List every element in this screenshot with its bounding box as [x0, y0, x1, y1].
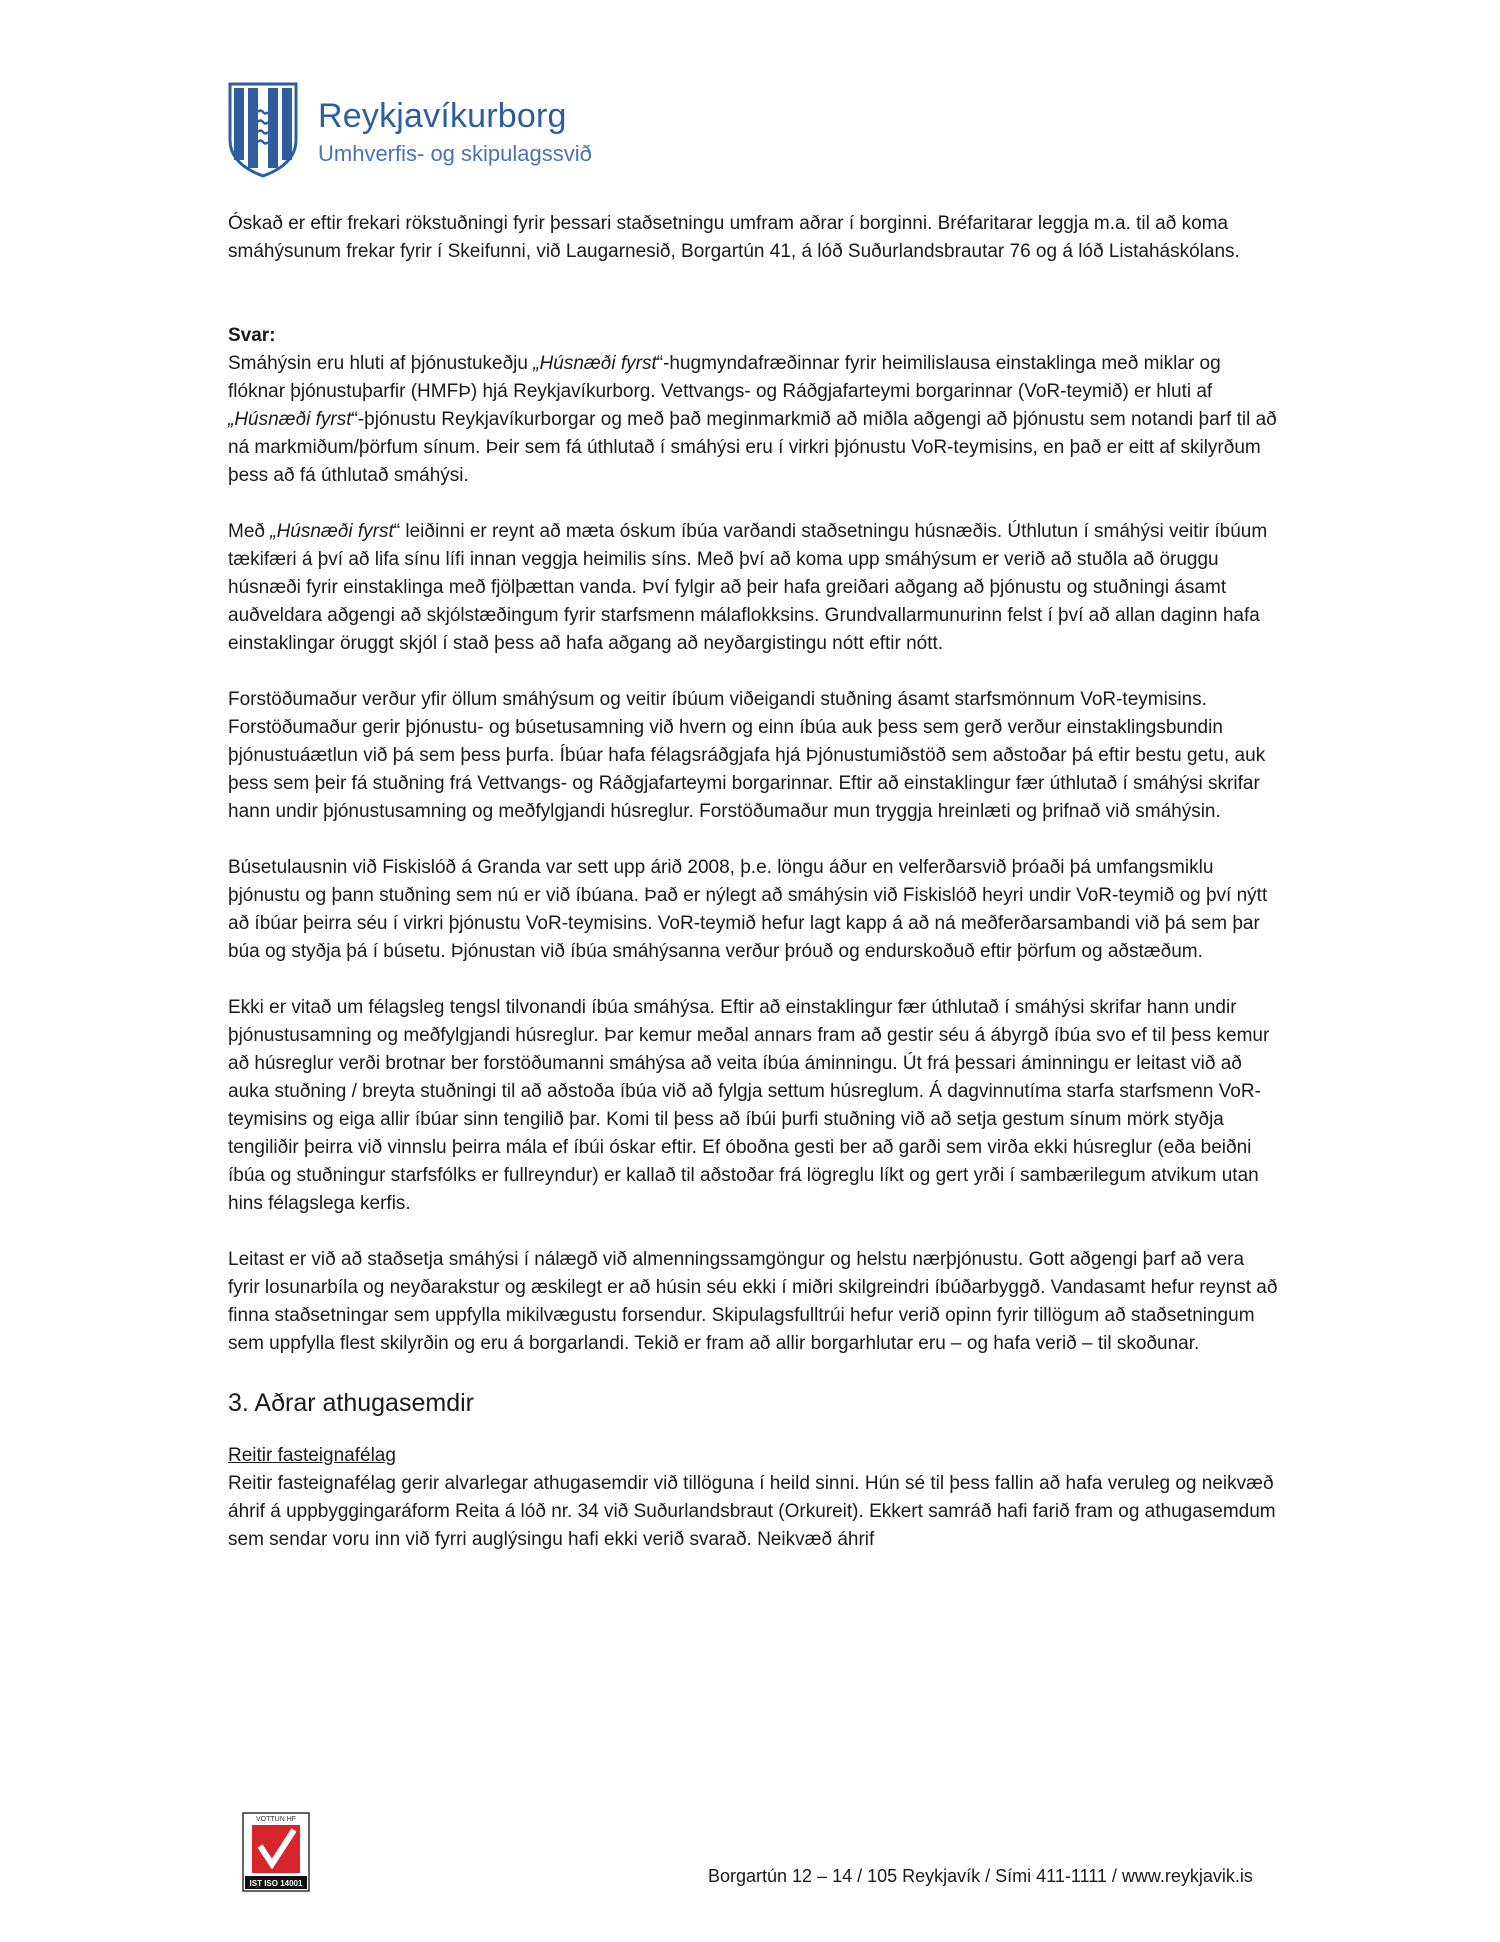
footer-address: Borgartún 12 – 14 / 105 Reykjavík / Sími 411-1111 / www.reykjavik.is [708, 1866, 1253, 1886]
subsection-label: Reitir fasteignafélag [228, 1445, 396, 1466]
organization-department: Umhverfis- og skipulagssvið [318, 141, 592, 166]
answer-paragraph-3: Forstöðumaður verður yfir öllum smáhýsum og veitir íbúum viðeigandi stuðning ásamt starfsmönnum VoR-teymisins. Forstöðumaður gerir þjónustu- og búsetusamning við hvern og einn íbúa auk þess sem gerð verður einstaklingsbundin þjónustuáætlun við þá sem þess þurfa. Íbúar hafa félagsráðgjafa hjá Þjónustumiðstöð sem aðstoðar þá eftir bestu getu, auk þess sem þeir fá stuðning frá Vettvangs- og Ráðgjafarteymi borgarinnar. Eftir að einstaklingur fær úthlutað í smáhýsi skrifar hann undir þjónustusamning og meðfylgjandi húsreglur. Forstöðumaður mun tryggja hreinlæti og þrifnað við smáhýsin. [228, 689, 1266, 822]
answer-paragraph-6: Leitast er við að staðsetja smáhýsi í nálægð við almenningssamgöngur og helstu nærþjónustu. Gott aðgengi þarf að vera fyrir losunarbíla og neyðarakstur og æskilegt er að húsin séu ekki í miðri skilgreindri íbúðarbyggð. Vandasamt hefur reynst að finna staðsetningar sem uppfylla mikilvægustu forsendur. Skipulagsfulltrúi hefur verið opinn fyrir tillögum að staðsetningum sem uppfylla flest skilyrðin og eru á borgarlandi. Tekið er fram að allir borgarhlutar eru – og hafa verið – til skoðunar. [228, 1249, 1278, 1354]
answer-paragraph-4: Búsetulausnin við Fiskislóð á Granda var sett upp árið 2008, þ.e. löngu áður en velferðarsvið þróaði þá umfangsmiklu þjónustu og þann stuðning sem nú er við íbúana. Það er nýlegt að smáhýsin við Fiskislóð heyri undir VoR-teymið og því nýtt að íbúar þeirra séu í virkri þjónustu VoR-teymisins. VoR-teymið hefur lagt kapp á að ná meðferðarsambandi við þá sem þar búa og styðja þá í búsetu. Þjónustan við íbúa smáhýsanna verður þróuð og endurskoðuð eftir þörfum og aðstæðum. [228, 857, 1268, 962]
reykjavik-coat-of-arms-logo [228, 82, 298, 178]
organization-header [318, 96, 592, 168]
iso-badge-top-text: VOTTUN HF [255, 1816, 297, 1823]
iso-badge-bottom-text: IST ISO 14001 [249, 1879, 303, 1888]
document-body [228, 210, 1278, 1554]
answer-label: Svar: [228, 325, 276, 346]
answer-paragraph-2: Með „Húsnæði fyrst“ leiðinni er reynt að mæta óskum íbúa varðandi staðsetningu húsnæðis. Úthlutun í smáhýsi veitir íbúum tækifæri á því að lifa sínu lífi innan veggja heimilis síns. Með því að koma upp smáhýsum er verið að stuðla að öruggu húsnæði fyrir einstaklinga með fjölþættan vanda. Því fylgir að þeir hafa greiðari aðgang að þjónustu og stuðningi ásamt auðveldara aðgengi að skjólstæðingum fyrir starfsmenn málaflokksins. Grundvallarmunurinn felst í því að allan daginn hafa einstaklingar öruggt skjól í stað þess að hafa aðgang að neyðargistingu nótt eftir nótt. [228, 521, 1268, 654]
reitir-paragraph: Reitir fasteignafélag gerir alvarlegar athugasemdir við tillöguna í heild sinni. Hún sé til þess fallin að hafa veruleg og neikvæð áhrif á uppbyggingaráform Reita á lóð nr. 34 við Suðurlandsbraut (Orkureit). Ekkert samráð hafi farið fram og athugasemdum sem sendar voru inn við fyrri auglýsingu hafi ekki verið svarað. Neikvæð áhrif [228, 1473, 1276, 1550]
organization-name: Reykjavíkurborg [318, 97, 567, 135]
answer-paragraph-5: Ekki er vitað um félagsleg tengsl tilvonandi íbúa smáhýsa. Eftir að einstaklingur fær úthlutað í smáhýsi skrifar hann undir þjónustusamning og meðfylgjandi húsreglur. Þar kemur meðal annars fram að gestir séu á ábyrgð íbúa svo ef til þess kemur að húsreglur verði brotnar ber forstöðumanni smáhýsa að veita íbúa áminningu. Út frá þessari áminningu er leitast við að auka stuðning / breyta stuðningi til að aðstoða íbúa við að fylgja settum húsreglum. Á dagvinnutíma starfa starfsmenn VoR-teymisins og eiga allir íbúar sinn tengilið þar. Komi til þess að íbúi þurfi stuðning við að setja gestum sínum mörk styðja tengiliðir þeirra við vinnslu þeirra mála ef íbúi óskar eftir. Ef óboðna gesti ber að garði sem virða ekki húsreglur (eða beiðni íbúa og stuðningur starfsfólks er fullreyndur) er kallað til aðstoðar frá lögreglu líkt og gert yrði í sambærilegum atvikum utan hins félagslega kerfis. [228, 997, 1270, 1214]
intro-paragraph: Óskað er eftir frekari rökstuðningi fyrir þessari staðsetningu umfram aðrar í borginni. Bréfaritarar leggja m.a. til að koma smáhýsunum frekar fyrir í Skeifunni, við Laugarnesið, Borgartún 41, á lóð Suðurlandsbrautar 76 og á lóð Listaháskólans. [228, 213, 1240, 262]
section-heading: 3. Aðrar athugasemdir [228, 1389, 474, 1417]
iso-14001-certification-badge [242, 1812, 310, 1892]
answer-paragraph-1: Smáhýsin eru hluti af þjónustukeðju „Húsnæði fyrst“-hugmyndafræðinnar fyrir heimilislausa einstaklinga með miklar og flóknar þjónustuþarfir (HMFÞ) hjá Reykjavíkurborg. Vettvangs- og Ráðgjafarteymi borgarinnar (VoR-teymið) er hluti af „Húsnæði fyrst“-þjónustu Reykjavíkurborgar og með það meginmarkmið að miðla aðgengi að þjónustu sem notandi þarf til að ná markmiðum/þörfum sínum. Þeir sem fá úthlutað í smáhýsi eru í virkri þjónustu VoR-teymisins, en það er eitt af skilyrðum þess að fá úthlutað smáhýsi. [228, 353, 1277, 486]
